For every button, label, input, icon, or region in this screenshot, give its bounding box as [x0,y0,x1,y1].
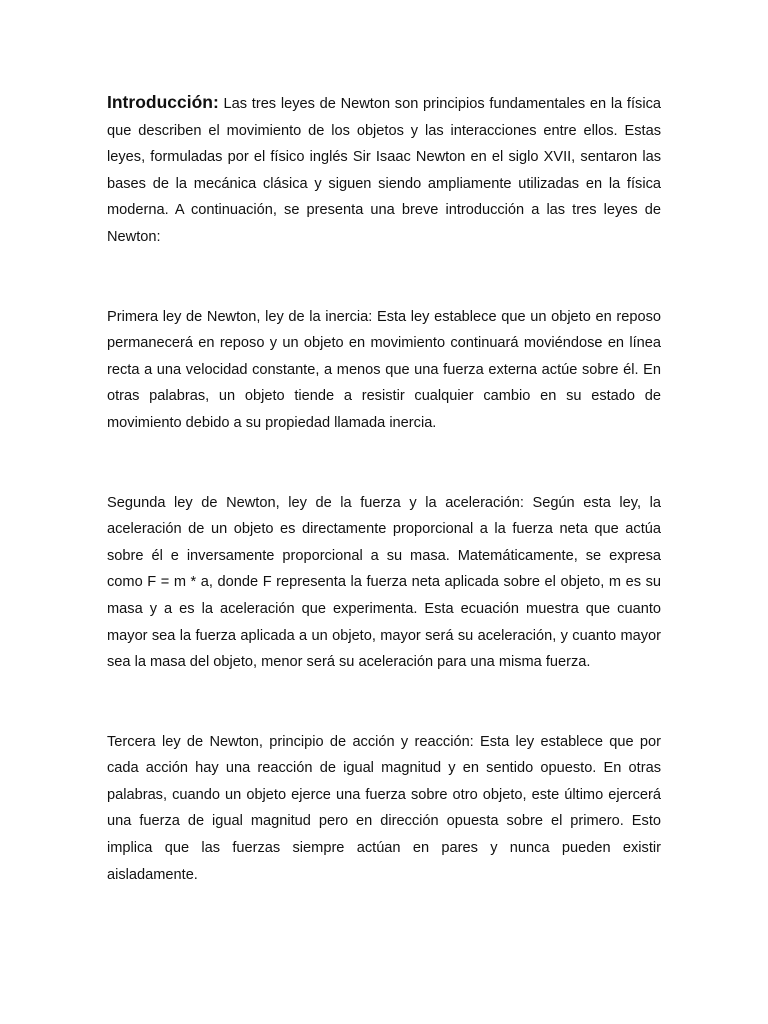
third-law-paragraph: Tercera ley de Newton, principio de acción y reacción: Esta ley establece que por cada acción hay una reacción de igual magnitud y en sentido opuesto. En otras palabras, cuando un objeto ejerce una fuerza sobre otro objeto, este último ejercerá una fuerza de igual magnitud pero en dirección opuesta sobre el primero. Esto implica que las fuerzas siempre actúan en pares y nunca pueden existir aisladamente. [107,733,661,883]
document-body [107,89,661,888]
intro-text: Las tres leyes de Newton son principios fundamentales en la física que describen el movimiento de los objetos y las interacciones entre ellos. Estas leyes, formuladas por el físico inglés Sir Isaac Newton en el siglo XVII, sentaron las bases de la mecánica clásica y siguen siendo ampliamente utilizadas en la física moderna. A continuación, se presenta una breve introducción a las tres leyes de Newton: [107,96,661,245]
first-law-paragraph: Primera ley de Newton, ley de la inercia: Esta ley establece que un objeto en reposo permanecerá en reposo y un objeto en movimiento continuará moviéndose en línea recta a una velocidad constante, a menos que una fuerza externa actúe sobre él. En otras palabras, un objeto tiende a resistir cualquier cambio en su estado de movimiento debido a su propiedad llamada inercia. [107,308,661,431]
intro-heading: Introducción: [107,92,219,112]
second-law-paragraph: Segunda ley de Newton, ley de la fuerza y la aceleración: Según esta ley, la aceleración de un objeto es directamente proporcional a la fuerza neta que actúa sobre él e inversamente proporcional a su masa. Matemáticamente, se expresa como F = m * a, donde F representa la fuerza neta aplicada sobre el objeto, m es su masa y a es la aceleración que experimenta. Esta ecuación muestra que cuanto mayor sea la fuerza aplicada a un objeto, mayor será su aceleración, y cuanto mayor sea la masa del objeto, menor será su aceleración para una misma fuerza. [107,494,661,671]
intro-paragraph [107,89,661,251]
